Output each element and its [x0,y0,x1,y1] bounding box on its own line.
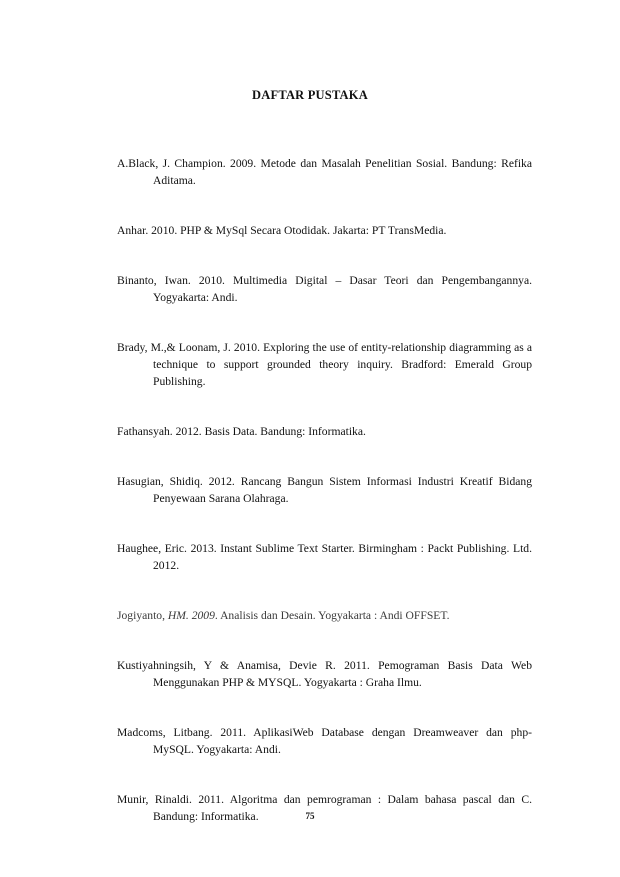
reference-year: HM. 2009 [167,609,215,622]
reference-item [117,607,532,624]
reference-item: A.Black, J. Champion. 2009. Metode dan Masalah Penelitian Sosial. Bandung: Refika Aditama. [117,157,532,187]
reference-rest: . Analisis dan Desain. Yogyakarta : Andi OFFSET. [214,609,450,622]
reference-author: Jogiyanto, [117,609,168,622]
reference-item: Munir, Rinaldi. 2011. Algoritma dan pemrograman : Dalam bahasa pascal dan C. Bandung: Informatika. [117,793,532,823]
reference-item: Madcoms, Litbang. 2011. AplikasiWeb Database dengan Dreamweaver dan php-MySQL. Yogyakarta: Andi. [117,726,532,756]
reference-item: Fathansyah. 2012. Basis Data. Bandung: Informatika. [117,425,366,438]
reference-item: Anhar. 2010. PHP & MySql Secara Otodidak. Jakarta: PT TransMedia. [117,224,447,237]
page-title: DAFTAR PUSTAKA [252,88,368,102]
reference-item: Haughee, Eric. 2013. Instant Sublime Text Starter. Birmingham : Packt Publishing. Ltd. 2012. [117,542,532,572]
reference-list [117,155,532,858]
reference-item: Brady, M.,& Loonam, J. 2010. Exploring the use of entity-relationship diagramming as a technique to support grounded theory inquiry. Bradford: Emerald Group Publishing. [117,341,532,388]
reference-item: Hasugian, Shidiq. 2012. Rancang Bangun Sistem Informasi Industri Kreatif Bidang Penyewaan Sarana Olahraga. [117,475,532,505]
reference-item: Kustiyahningsih, Y & Anamisa, Devie R. 2011. Pemograman Basis Data Web Menggunakan PHP & MYSQL. Yogyakarta : Graha Ilmu. [117,659,532,689]
reference-item: Binanto, Iwan. 2010. Multimedia Digital – Dasar Teori dan Pengembangannya. Yogyakarta: Andi. [117,274,532,304]
page-number: 75 [305,811,315,821]
